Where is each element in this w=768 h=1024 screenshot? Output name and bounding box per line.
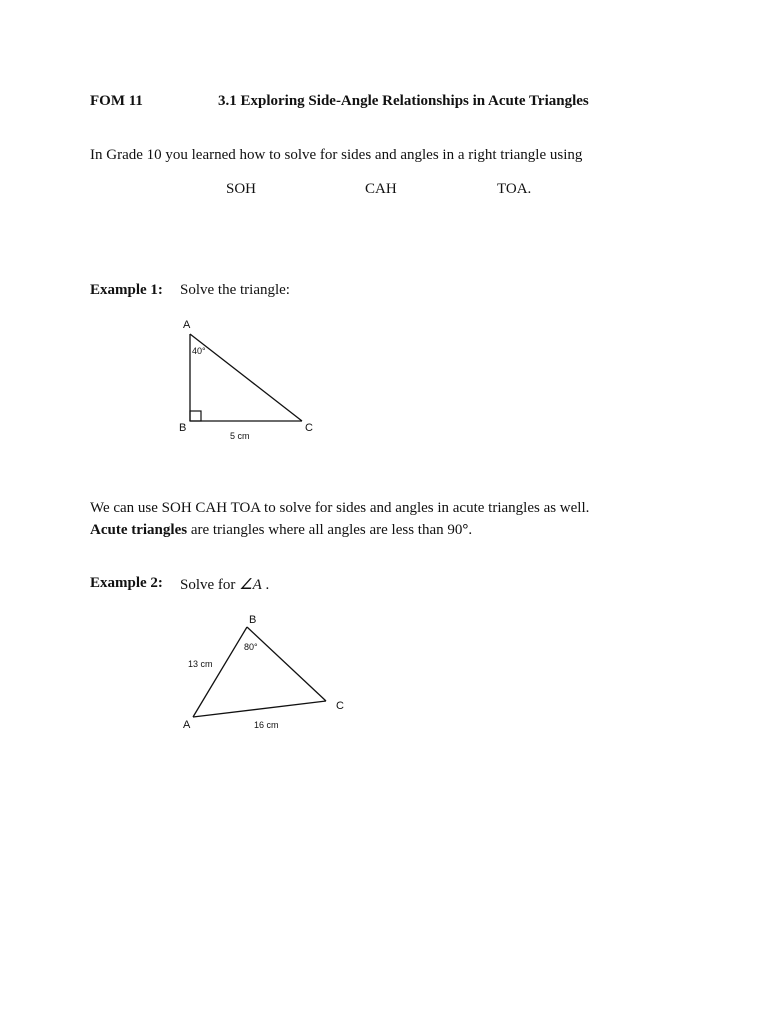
example1-vertex-a: A bbox=[183, 319, 191, 331]
example2-label: Example 2: bbox=[90, 575, 163, 591]
degree-symbol: ° bbox=[462, 522, 469, 538]
example2-vertex-c: C bbox=[336, 700, 344, 712]
acute-triangles-term: Acute triangles bbox=[90, 522, 188, 538]
example1-label: Example 1: bbox=[90, 282, 163, 298]
example2-vertex-a: A bbox=[183, 719, 191, 731]
mnemonic-toa: TOA. bbox=[497, 181, 532, 197]
example1-prompt: Solve the triangle: bbox=[180, 282, 290, 298]
example1-vertex-c: C bbox=[305, 422, 313, 434]
example2-vertex-b: B bbox=[249, 614, 257, 626]
example2-side-ab: 13 cm bbox=[188, 659, 213, 669]
example2-prompt-suffix: . bbox=[261, 577, 270, 593]
acute-note-line1: We can use SOH CAH TOA to solve for sides and angles in acute triangles as well. bbox=[90, 500, 590, 516]
example2-triangle bbox=[193, 627, 326, 717]
mnemonic-cah: CAH bbox=[365, 181, 397, 197]
acute-note-period: . bbox=[468, 522, 473, 538]
acute-note-definition: are triangles where all angles are less than 90 bbox=[187, 522, 463, 538]
example1-angle-a: 40° bbox=[192, 346, 206, 356]
angle-a-symbol: ∠A bbox=[239, 577, 262, 593]
example2-angle-b: 80° bbox=[244, 642, 258, 652]
example1-vertex-b: B bbox=[179, 422, 187, 434]
mnemonic-soh: SOH bbox=[226, 181, 257, 197]
course-label: FOM 11 bbox=[90, 93, 143, 109]
example2-prompt-prefix: Solve for bbox=[180, 577, 240, 593]
intro-text: In Grade 10 you learned how to solve for sides and angles in a right triangle using bbox=[90, 147, 583, 163]
example1-side-bc: 5 cm bbox=[230, 431, 250, 441]
page-title: 3.1 Exploring Side-Angle Relationships in Acute Triangles bbox=[218, 93, 589, 109]
example2-side-ac: 16 cm bbox=[254, 720, 279, 730]
